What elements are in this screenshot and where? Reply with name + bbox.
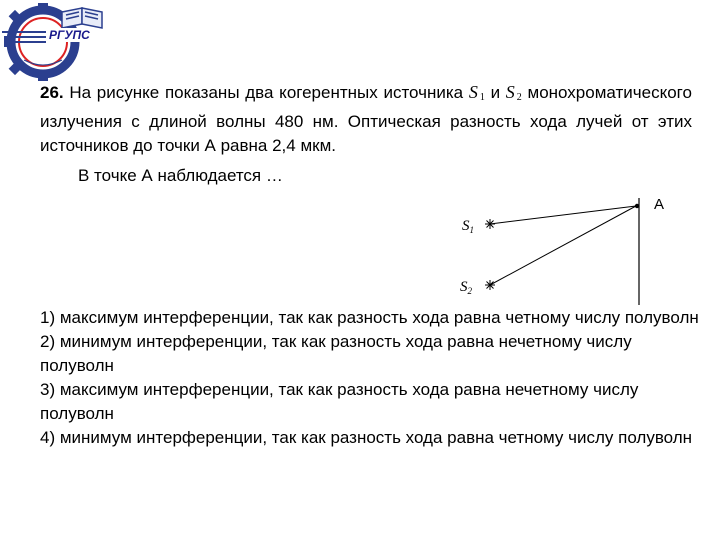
point-a-dot — [635, 204, 639, 208]
diagram-s2-label: $S_2$ — [460, 279, 472, 296]
answer-option-4[interactable]: 4) минимум интерференции, так как разность хода равна четному числу полуволн — [40, 428, 693, 447]
question-text: В точке А наблюдается … — [78, 166, 283, 185]
gear-book-emblem-icon — [0, 0, 110, 85]
answer-option-3[interactable]: 3) максимум интерференции, так как разность хода равна нечетному числу полуволн — [40, 380, 639, 423]
source2-label: S $_2$ — [505, 82, 522, 103]
problem-conjunction: и — [490, 83, 501, 102]
logo-text: РГУПС — [49, 28, 90, 42]
point-a-label: A — [654, 196, 665, 213]
university-logo — [0, 0, 110, 85]
answer-option-1[interactable]: 1) максимум интерференции, так как разность хода равна четному числу полуволн — [40, 308, 699, 327]
source2-star-icon — [485, 280, 495, 290]
answer-option-2[interactable]: 2) минимум интерференции, так как разность хода равна нечетному числу полуволн — [40, 332, 632, 375]
ray-s1 — [490, 206, 636, 224]
sources-diagram — [450, 190, 690, 305]
source1-star-icon — [485, 219, 495, 229]
problem-statement — [40, 80, 692, 158]
diagram-s1-label: $S_1$ — [462, 218, 474, 235]
ray-s2 — [490, 206, 636, 285]
problem-intro: На рисунке показаны два когерентных источника — [69, 83, 464, 102]
problem-number: 26. — [40, 83, 64, 102]
answer-options — [40, 306, 700, 450]
source1-label: S $_1$ — [468, 82, 485, 103]
problem-body: монохроматического излучения с длиной волны 480 нм. Оптическая разность хода лучей от этих источников до точки А равна 2,4 мкм. — [40, 83, 692, 155]
